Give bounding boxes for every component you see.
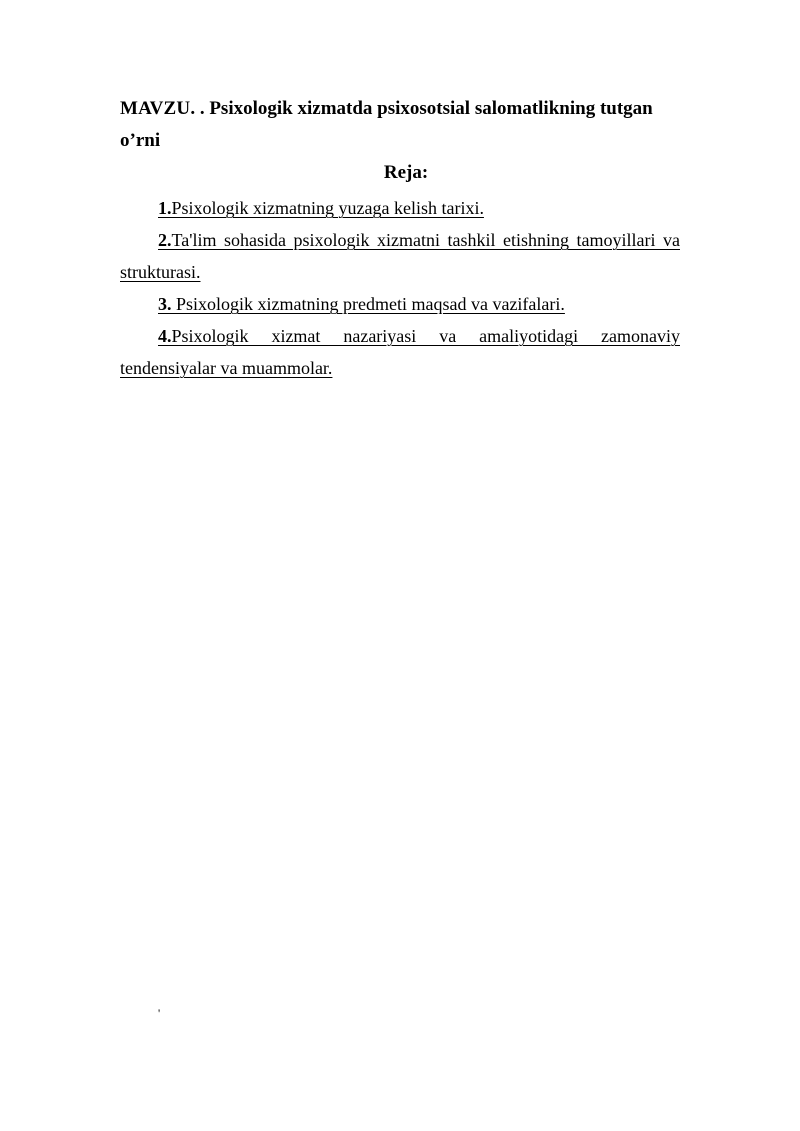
- plan-item-text: Psixologik xizmat nazariyasi va amaliyotidagi zamonaviy tendensiyalar va muammolar.: [120, 326, 680, 378]
- plan-list: [120, 192, 680, 384]
- plan-item-4: [120, 320, 680, 384]
- footer-mark: ': [158, 1006, 161, 1020]
- plan-item-3: [120, 288, 680, 320]
- plan-item-2: [120, 224, 680, 288]
- plan-item-1: [120, 192, 680, 224]
- plan-item-text: Psixologik xizmatning yuzaga kelish tarixi.: [171, 198, 484, 218]
- plan-item-text: Ta'lim sohasida psixologik xizmatni tashkil etishning tamoyillari va strukturasi.: [120, 230, 680, 282]
- title-prefix: MAVZU: [120, 98, 191, 119]
- plan-item-number: 2.: [158, 230, 172, 250]
- plan-item-number: 1.: [158, 198, 172, 218]
- document-title: [120, 93, 680, 157]
- title-text: . . Psixologik xizmatda psixosotsial salomatlikning tutgan o’rni: [120, 98, 653, 151]
- plan-item-number: 4.: [158, 326, 172, 346]
- plan-heading: Reja:: [383, 162, 429, 183]
- plan-item-text: Psixologik xizmatning predmeti maqsad va vazifalari.: [171, 294, 565, 314]
- plan-item-number: 3.: [158, 294, 172, 314]
